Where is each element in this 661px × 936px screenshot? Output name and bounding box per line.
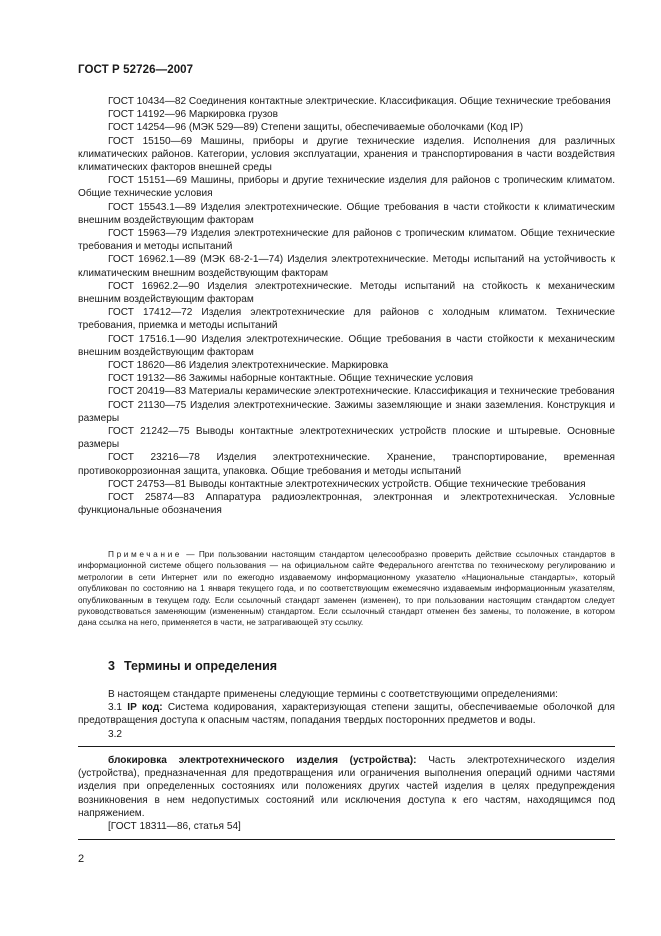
note-text: — При пользовании настоящим стандартом целесообразно проверить действие ссылочных стандартов в информационной системе общего пользования — на официальном сайте Федерального агентства по техническому регулированию и метрологии в сети Интернет или по ежегодно издаваемому информационному указателю «Национальные стандарты», который опубликован по состоянию на 1 января текущего года, и по соответствующим ежемесячно издаваемым информационным указателям, опубликованным в текущем году. Если ссылочный стандарт заменен (изменен), то при пользовании настоящим стандартом следует руководствоваться заменяющим (измененным) стандартом. Если ссылочный стандарт отменен без замены, то положение, в котором дана ссылка на него, применяется в части, не затрагивающей эту ссылку. <box>78 549 615 628</box>
reference-item: ГОСТ 17516.1—90 Изделия электротехнические. Общие требования в части стойкости к механическим внешним воздействующим факторам <box>78 333 615 358</box>
term-3-2-box <box>78 746 615 840</box>
intro-paragraph: В настоящем стандарте применены следующие термины с соответствующими определениями: <box>108 689 558 700</box>
term-3-1 <box>78 701 615 727</box>
reference-item: ГОСТ 10434—82 Соединения контактные электрические. Классификация. Общие технические требования <box>108 96 611 107</box>
reference-item: ГОСТ 25874—83 Аппаратура радиоэлектронная, электронная и электротехническая. Условные функциональные обозначения <box>78 492 615 517</box>
reference-item: ГОСТ 14254—96 (МЭК 529—89) Степени защиты, обеспечиваемые оболочками (Код IP) <box>108 122 524 134</box>
reference-item: ГОСТ 15543.1—89 Изделия электротехнические. Общие требования в части стойкости к климатическим внешним воздействующим факторам <box>78 201 615 226</box>
reference-item: ГОСТ 19132—86 Зажимы наборные контактные. Общие технические условия <box>108 373 474 385</box>
reference-item: ГОСТ 18620—86 Изделия электротехнические. Маркировка <box>108 360 389 372</box>
reference-item: ГОСТ 21242—75 Выводы контактные электротехнических устройств плоские и штыревые. Основные размеры <box>78 426 615 451</box>
reference-item: ГОСТ 16962.2—90 Изделия электротехнические. Методы испытаний на стойкость к механическим внешним воздействующим факторам <box>78 280 615 306</box>
term-name: IP код: <box>127 702 163 714</box>
term-number-3-2: 3.2 <box>108 728 123 740</box>
term-source: [ГОСТ 18311—86, статья 54] <box>108 821 241 833</box>
normative-references-list <box>78 95 615 518</box>
section-title-text: Термины и определения <box>123 659 278 673</box>
reference-item: ГОСТ 15151—69 Машины, приборы и другие технические изделия для районов с тропическим климатом. Общие технические условия <box>78 175 615 200</box>
term-3-2-definition <box>78 754 615 820</box>
term-definition: Система кодирования, характеризующая степени защиты, обеспечиваемые оболочкой для предотвращения доступа к опасным частям, попадания твердых посторонних предметов и воды. <box>78 702 615 727</box>
section-heading <box>108 659 277 673</box>
term-number: 3.1 <box>108 702 123 714</box>
reference-item: ГОСТ 21130—75 Изделия электротехнические. Зажимы заземляющие и знаки заземления. Конструкция и размеры <box>78 399 615 424</box>
note-label: Примечание <box>108 549 183 559</box>
document-header: ГОСТ Р 52726—2007 <box>78 64 194 76</box>
section-number: 3 <box>108 659 115 673</box>
reference-item: ГОСТ 20419—83 Материалы керамические электротехнические. Классификация и технические требования <box>108 386 615 398</box>
page-number: 2 <box>78 853 85 865</box>
note-paragraph <box>78 549 615 629</box>
reference-item: ГОСТ 15150—69 Машины, приборы и другие технические изделия. Исполнения для различных климатических районов. Категории, условия эксплуатации, хранения и транспортирования в части воздействия климатических факторов внешней среды <box>78 135 615 174</box>
reference-item: ГОСТ 14192—96 Маркировка грузов <box>108 109 279 121</box>
section-body <box>78 688 615 741</box>
reference-item: ГОСТ 15963—79 Изделия электротехнические для районов с тропическим климатом. Общие технические требования и методы испытаний <box>78 228 615 253</box>
reference-item: ГОСТ 24753—81 Выводы контактные электротехнических устройств. Общие технические требования <box>108 478 586 490</box>
term-definition: Часть электротехнического изделия (устройства), предназначенная для предотвращения или ограничения выполнения операций одними частями изделия при определенных состояниях или положениях других частей изделия в целях предупреждения возникновения в нем недопустимых состояний или исключения доступа к его частям, находящимся под напряжением. <box>78 755 615 819</box>
term-name: блокировка электротехнического изделия (устройства): <box>108 755 417 766</box>
reference-item: ГОСТ 16962.1—89 (МЭК 68-2-1—74) Изделия электротехнические. Методы испытаний на устойчивость к климатическим внешним воздействующим факторам <box>78 254 615 279</box>
reference-item: ГОСТ 23216—78 Изделия электротехнические. Хранение, транспортирование, временная противокоррозионная защита, упаковка. Общие требования и методы испытаний <box>78 452 615 477</box>
reference-item: ГОСТ 17412—72 Изделия электротехнические для районов с холодным климатом. Технические требования, приемка и методы испытаний <box>78 307 615 332</box>
